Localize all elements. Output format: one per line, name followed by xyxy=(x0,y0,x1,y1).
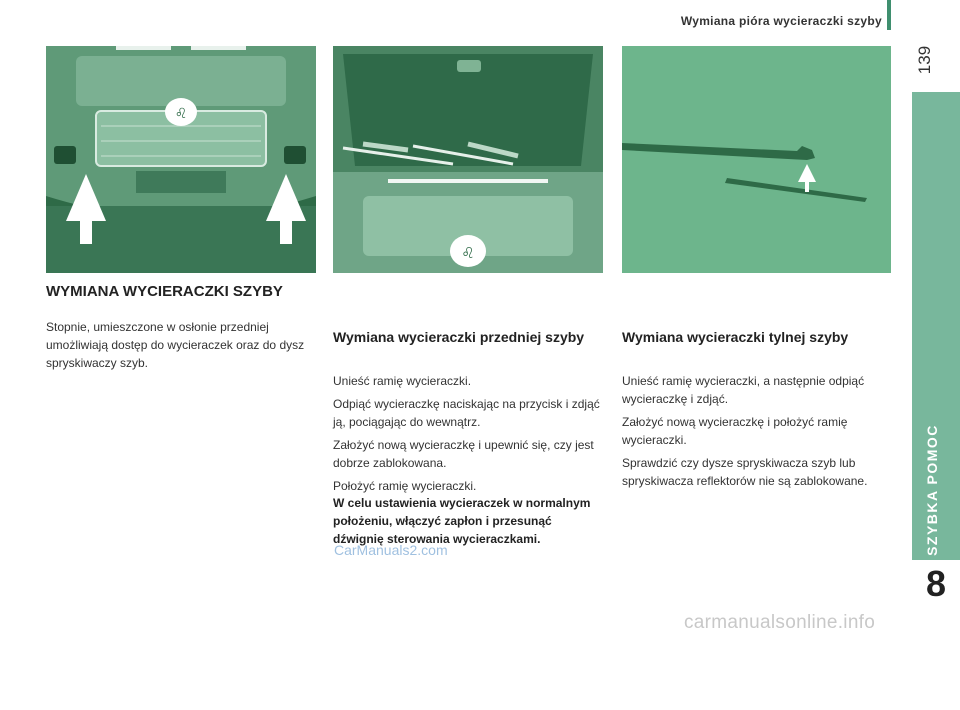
rear-step-3: Sprawdzić czy dysze spryskiwacza szyb lub spryskiwacza reflektorów nie są zablokowane. xyxy=(622,456,868,488)
rear-wiper-illustration xyxy=(622,46,891,273)
header-accent-bar xyxy=(887,0,891,30)
front-wiper-steps xyxy=(333,372,603,500)
chapter-side-label: SZYBKA POMOC xyxy=(924,424,940,556)
front-grille-illustration xyxy=(46,46,316,273)
section-main-body xyxy=(46,318,316,372)
front-step-1: Unieść ramię wycieraczki. xyxy=(333,374,472,388)
front-step-4: Położyć ramię wycieraczki. xyxy=(333,479,477,493)
page-number: 139 xyxy=(915,45,934,75)
front-step-2: Odpiąć wycieraczkę naciskając na przycisk i zdjąć ją, pociągając do wewnątrz. xyxy=(333,397,600,429)
section-title-main: WYMIANA WYCIERACZKI SZYBY xyxy=(46,283,283,300)
section-main-text: Stopnie, umieszczone w osłonie przedniej umożliwiają dostęp do wycieraczek oraz do dysz spryskiwaczy szyb. xyxy=(46,320,305,370)
section-title-rear-wiper: Wymiana wycieraczki tylnej szyby xyxy=(622,329,849,345)
section-title-front-wiper: Wymiana wycieraczki przedniej szyby xyxy=(333,329,585,345)
svg-text:♌: ♌ xyxy=(461,244,475,262)
rear-step-1: Unieść ramię wycieraczki, a następnie odpiąć wycieraczkę i zdjąć. xyxy=(622,374,865,406)
footer-watermark: carmanualsonline.info xyxy=(684,612,876,633)
svg-text:♌: ♌ xyxy=(174,106,188,122)
front-step-3: Założyć nową wycieraczkę i upewnić się, czy jest dobrze zablokowana. xyxy=(333,438,594,470)
rear-step-2: Założyć nową wycieraczkę i położyć ramię wycieraczki. xyxy=(622,415,848,447)
rear-wiper-steps xyxy=(622,372,887,495)
front-wiper-note: W celu ustawienia wycieraczek w normalnym położeniu, włączyć zapłon i przesunąć dźwignię sterowania wycieraczkami. xyxy=(333,496,591,546)
chapter-number: 8 xyxy=(912,560,960,608)
overlay-watermark: CarManuals2.com xyxy=(334,542,448,558)
windshield-wiper-illustration xyxy=(333,46,603,273)
page-header-title: Wymiana pióra wycieraczki szyby xyxy=(680,14,882,28)
